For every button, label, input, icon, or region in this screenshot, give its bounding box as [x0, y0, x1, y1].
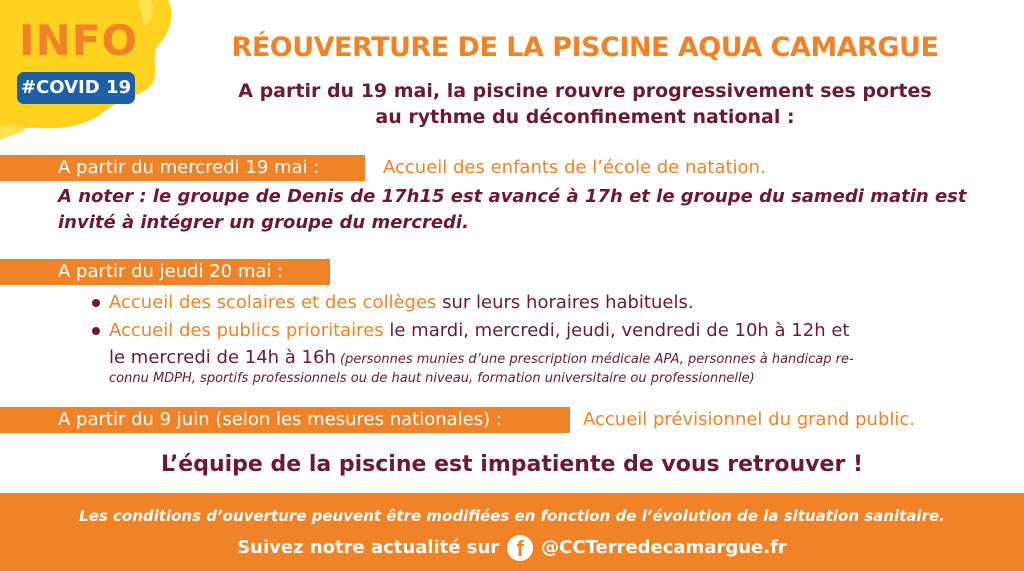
footer-follow	[0, 535, 1024, 561]
bullet-icon	[92, 327, 100, 335]
note-line-2: invité à intégrer un groupe du mercredi.	[58, 212, 469, 233]
bullet-text: le mardi, mercredi, jeudi, vendredi de 10h à 12h et	[383, 320, 850, 341]
list-item-scolaires	[92, 290, 694, 316]
footer-conditions: Les conditions d’ouverture peuvent être modifiées en fonction de l’évolution de la situation sanitaire.	[79, 507, 945, 525]
info-label: INFO	[19, 16, 139, 65]
footer	[0, 493, 1024, 571]
bullet-icon	[92, 299, 100, 307]
highlight-grand-public: Accueil prévisionnel du grand public.	[583, 409, 916, 430]
note-line-1: A noter : le groupe de Denis de 17h15 est avancé à 17h et le groupe du samedi matin est	[58, 186, 967, 207]
subtitle-line-1: A partir du 19 mai, la piscine rouvre progressivement ses portes	[238, 80, 932, 102]
closing-message: L’équipe de la piscine est impatiente de vous retrouver !	[160, 452, 863, 477]
facebook-handle-link[interactable]: @CCTerredecamargue.fr	[541, 537, 787, 558]
bullet-note-b: connu MDPH, sportifs professionnels ou de haut niveau, formation universitaire ou professionnelle)	[109, 371, 755, 386]
subtitle	[200, 78, 970, 130]
note-text	[58, 184, 978, 236]
subtitle-line-2: au rythme du déconfinement national :	[375, 106, 795, 128]
list-item-publics-prioritaires	[92, 318, 849, 344]
bullet-note-a: (personnes munies d’une prescription médicale APA, personnes à handicap re-	[335, 352, 854, 367]
covid-badge: #COVID 19	[17, 72, 135, 104]
highlight-ecole-natation: Accueil des enfants de l’école de natation.	[383, 157, 766, 178]
date-band-9-juin: A partir du 9 juin (selon les mesures nationales) :	[0, 407, 570, 433]
page-title: RÉOUVERTURE DE LA PISCINE AQUA CAMARGUE	[231, 32, 939, 63]
bullet-highlight: Accueil des scolaires et des collèges	[109, 292, 437, 313]
date-band-20-mai: A partir du jeudi 20 mai :	[0, 259, 330, 285]
bullet-highlight: Accueil des publics prioritaires	[109, 320, 384, 341]
bullet-text-line-2: le mercredi de 14h à 16h	[109, 347, 336, 368]
facebook-icon[interactable]: f	[507, 535, 533, 561]
date-band-19-mai: A partir du mercredi 19 mai :	[0, 155, 365, 181]
bullet-text: sur leurs horaires habituels.	[436, 292, 694, 313]
follow-label: Suivez notre actualité sur	[237, 537, 500, 558]
